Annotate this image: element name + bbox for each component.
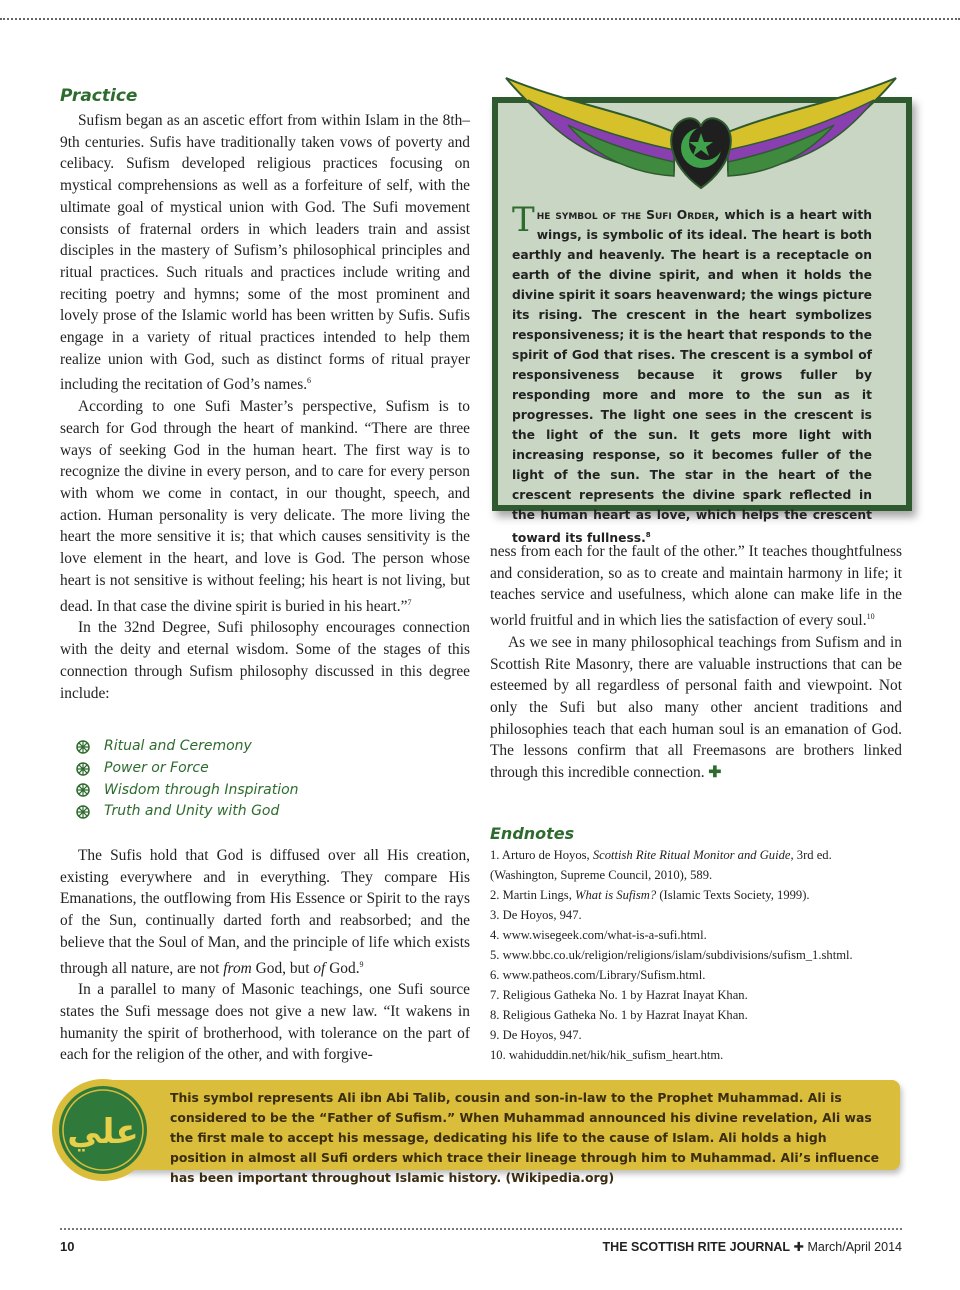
practice-heading: Practice: [60, 86, 138, 106]
list-item: [76, 801, 470, 823]
list-item: 3. De Hoyos, 947.: [490, 908, 582, 922]
paragraph-6: ness from each for the fault of the other.” It teaches thoughtfulness and consideration, so as to create and maintain harmony in life; it teaches service and usefulness, which alone can make life in the world fruitful and in which lies the satisfaction of every soul.$^{10}$: [490, 543, 902, 630]
drop-cap: T: [512, 200, 535, 240]
endnotes-section: [490, 824, 902, 1065]
list-item: [76, 758, 470, 780]
ali-calligraphy-seal-icon: [50, 1077, 156, 1183]
list-item[interactable]: 6. www.patheos.com/Library/Sufism.html.: [490, 968, 706, 982]
winged-heart-emblem-icon: [498, 70, 904, 200]
stage-label: Power or Force: [104, 759, 209, 776]
list-item: [76, 780, 470, 802]
stage-label: Ritual and Ceremony: [104, 738, 252, 755]
journal-title: THE SCOTTISH RITE JOURNAL: [602, 1240, 791, 1254]
bottom-dotted-rule: [60, 1228, 902, 1230]
stages-list: [76, 736, 470, 823]
paragraph-7: As we see in many philosophical teachings from Sufism and in Scottish Rite Masonry, there are valuable instructions that can be esteemed by all regardless of personal faith and viewpoint. Not only the Sufi but also many other ancient traditions and philosophies teach that each human soul is an emanation of God. The lessons confirm that all Freemasons are brothers linked through this incredible connection. ✚: [490, 633, 902, 782]
top-dotted-rule: [0, 18, 960, 20]
footnote-ref: 6: [307, 376, 312, 386]
footer-separator-icon: ✚: [793, 1240, 805, 1254]
paragraph-5: In a parallel to many of Masonic teachings, one Sufi source states the Sufi message does not give a new law. “It wakens in humanity the spirit of brotherhood, with tolerance on the part of each for the religion of the other, and with forgive-: [60, 981, 470, 1064]
list-item: 2. Martin Lings, What is Sufism? (Islamic Texts Society, 1999).: [490, 888, 810, 902]
issue-date: March/April 2014: [807, 1240, 902, 1254]
paragraph-1: Sufism began as an ascetic effort from within Islam in the 8th–9th centuries. Sufis have traditionally taken vows of poverty and celibacy. Sufism developed religious practices focusing on mystical comprehensions as well as a forfeiture of self, with the ultimate goal of mystical union with God. The Sufi movement consists of fraternal orders in which leaders train and assist disciples in the mastery of Sufism’s philosophical principles and ritual practices. Such rituals and practices include writing and reciting poetry and hymns; some of the most prominent and lovely prose of the Islamic world has been written by Sufis. Sufis engage in a variety of ritual practices intended to help them realize union with God, such as distinct forms of ritual prayer including the recitation of God’s names.$^6$: [60, 112, 470, 394]
paragraph-3: In the 32nd Degree, Sufi philosophy encourages connection with the deity and eternal wisdom. Some of the stages of this connection through Sufism philosophy discussed in this degree include:: [60, 619, 470, 702]
practice-body: [60, 110, 470, 704]
paragraph-2: According to one Sufi Master’s perspective, Sufism is to search for God through the heart of mankind. “There are three ways of seeking God in the human heart. The first way is to recognize the divine in every person, and to care for every person with whom we come in contact, in our thought, speech, and action. Human personality is very delicate. The more living the heart the more sensitive it is; that which causes sensitivity is the love element in the heart, and love is God. The person whose heart is not sensitive is without feeling; his heart is not living, but dead. In that case the divine spirit is buried in his heart.”$^7$: [60, 398, 470, 615]
right-column: [490, 541, 902, 784]
endnotes-heading: Endnotes: [490, 824, 575, 843]
left-column: [60, 86, 470, 851]
footer-journal-info: [603, 1239, 902, 1254]
seal-calligraphy: علي: [67, 1112, 139, 1152]
paragraph-4: The Sufis hold that God is diffused over all His creation, existing everywhere and in everything. They compare His Emanations, the outflowing from His Essence or Spirit to the rays of the Sun, continually darted forth and reabsorbed; and the believe that the Soul of Man, and the principle of life which exists through all nature, are not from God, but of God.$^9$: [60, 847, 470, 977]
ali-caption-text: This symbol represents Ali ibn Abi Talib, cousin and son-in-law to the Prophet Muhammad. Ali is considered to be the “Father of Sufism.” When Muhammad announced his divine revelation, Ali was the first male to accept his message, dedicating his life to the cause of Islam. Ali holds a high position in almost all Sufi orders which trace their lineage through him to Muhammad. Ali’s influence has been important throughout Islamic history. (Wikipedia.org): [170, 1090, 880, 1185]
stage-label: Truth and Unity with God: [104, 803, 280, 820]
footnote-ref: 9: [359, 959, 364, 969]
list-item: 1. Arturo de Hoyos, Scottish Rite Ritual Monitor and Guide, 3rd ed. (Washington, Supreme Council, 2010), 589.: [490, 848, 832, 882]
list-item[interactable]: 4. www.wisegeek.com/what-is-a-sufi.html.: [490, 928, 707, 942]
rosette-bullet-icon: [76, 740, 90, 754]
list-item: [76, 736, 470, 758]
left-column-continued: [60, 845, 470, 1066]
ali-caption-box: [100, 1080, 900, 1185]
footnote-ref: 8: [645, 531, 651, 539]
end-mark-cross-icon: ✚: [708, 764, 722, 782]
footnote-ref: 7: [407, 597, 412, 607]
stage-label: Wisdom through Inspiration: [104, 781, 299, 798]
rosette-bullet-icon: [76, 805, 90, 819]
sidebar-body: which is a heart with wings, is symbolic of its ideal. The heart is both earthly and heavenly. The heart is a receptacle on earth of the divine spirit, and when it holds the divine spirit it soars heavenward; the wings picture its rising. The crescent in the heart symbolizes responsiveness; it is the heart that responds to the spirit of God that rises. The crescent is a symbol of responsiveness because it grows fuller by responding more and more to the sun as it progresses. The light one sees in the crescent is the light of the sun. It gets more light with increasing response, so it becomes fuller of the light of the sun. The star in the heart of the crescent represents the divine spark reflected in the human heart as love, which helps the crescent toward its fullness.: [512, 208, 873, 546]
page-number: 10: [60, 1239, 75, 1254]
list-item: 9. De Hoyos, 947.: [490, 1028, 582, 1042]
list-item[interactable]: 10. wahiduddin.net/hik/hik_sufism_heart.htm.: [490, 1048, 724, 1062]
sidebar-caption: [512, 200, 873, 548]
sidebar-lead: he symbol of the Sufi Order,: [536, 208, 720, 222]
rosette-bullet-icon: [76, 783, 90, 797]
list-item: 8. Religious Gatheka No. 1 by Hazrat Inayat Khan.: [490, 1008, 748, 1022]
list-item: 7. Religious Gatheka No. 1 by Hazrat Inayat Khan.: [490, 988, 748, 1002]
rosette-bullet-icon: [76, 762, 90, 776]
list-item[interactable]: 5. www.bbc.co.uk/religion/religions/islam/subdivisions/sufism_1.shtml.: [490, 948, 853, 962]
footnote-ref: 10: [866, 612, 875, 622]
endnotes-list: [490, 845, 902, 1065]
